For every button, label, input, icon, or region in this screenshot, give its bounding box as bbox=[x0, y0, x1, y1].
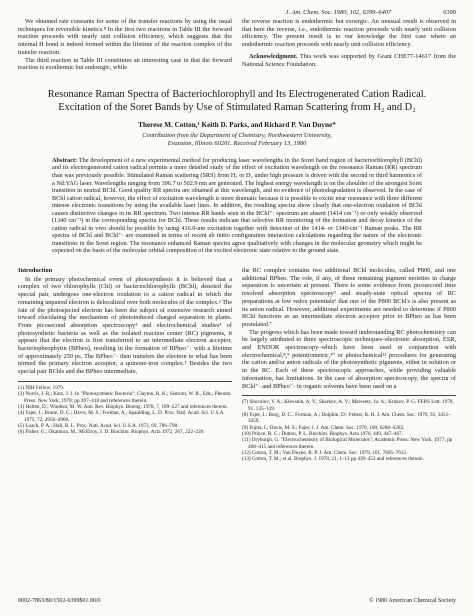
paragraph: In the primary photochemical event of photosynthesis it is believed that a complex of two chlorophylls (Chl) or bacteriochlorophylls (BChl), denoted the special pair, undergoes one-electron oxidation to a cation radical in which the remaining unpaired electron is delocalized over both molecules of the complex.² The fate of the photoejected electron has been the subject of extensive research aimed toward elucidating the mechanism of photoinduced charged separation in plants. From picosecond absorption spectroscopy³ and electrochemical studies⁴ of photosynthetic bacteria as well as the isolated reaction center (RC) pigments, it appears that the electron is first transferred to an intermediate electron acceptor, bacteriopheophytin (BPheo), resulting in the formation of BPheo⁻· with a lifetime of approximately 250 ps. The BPheo⁻· then transfers the electron to what has been termed the primary electron acceptor, a quinone-iron complex.⁵ Besides the two special pair BChls and the BPheo intermediate, bbox=[18, 275, 232, 376]
section-heading-introduction: Introduction bbox=[18, 267, 53, 275]
affiliation-line: Evanston, Illinois 60201. Received February 13, 1980 bbox=[167, 139, 307, 147]
running-header bbox=[18, 6, 456, 18]
acknowledgment bbox=[242, 53, 456, 68]
footnote: (6) Fisher, G.; Okamura, M.; McElroy, J. D. Biochim. Biophys. Acta 1972, 267, 222–226. bbox=[18, 429, 205, 436]
abstract bbox=[52, 157, 422, 255]
footnote: (7) Shuvalov, V. A.; Klevanik, A. V.; Sharkov, A. V.; Matveetz, Ju. A.; Krukov, P. G. FEBS Lett. 1978, 91, 135–139. bbox=[242, 399, 454, 412]
acknowledgment-label: Acknowledgment. bbox=[249, 52, 298, 60]
page-footer bbox=[18, 598, 456, 604]
acknowledgment-text: This work was supported by Grant CHE77-14617 from the National Science Foundation. bbox=[242, 52, 456, 68]
article-title: Resonance Raman Spectra of Bacteriochlorophyll and Its Electrogenerated Cation Radical. Excitation of the Soret Bands by Use of Stimulated Raman Scattering from H₂ and D₂ bbox=[47, 88, 427, 113]
footnotes-right bbox=[242, 395, 456, 462]
footnote: (8) Fajer, J.; Borg, D. C.; Forman, A.; Dolphin, D.; Felton, R. H. J. Am. Chem. Soc. 1970, 92, 3451–3459. bbox=[242, 411, 451, 425]
footnote: (10) Prince, R. C.; Dutton, P. L. Biochim. Biophys. Acta 1976, 449, 447–467. bbox=[242, 431, 403, 437]
top-columns bbox=[18, 18, 456, 72]
footnote: (3) Holten, D.; Windsor, M. W. Ann. Rev. Biophys. Bioeng. 1978, 7, 189–227 and references therein. bbox=[18, 403, 228, 410]
body-columns bbox=[18, 267, 456, 463]
footnote: (9) Fujita, I.; Davis, M. S.; Fajer, J. J. Am. Chem. Soc. 1978, 100, 6280–6282. bbox=[242, 424, 405, 431]
affiliation bbox=[18, 132, 456, 148]
footnote: (5) Loach, P. A.; Hall, R. L. Proc. Natl. Acad. Sci. U.S.A. 1972, 69, 786–790. bbox=[18, 422, 179, 429]
footnote: (12) Cotton, T. M.; Van Duyne, R. P. J. Am. Chem. Soc. 1979, 101, 7605–7612. bbox=[242, 450, 408, 457]
footnotes-left bbox=[18, 381, 232, 436]
footnote: (4) Fajer, J.; Brune, D. C.; Davis, M. S.; Forman, A.; Spaulding, L. D. Proc. Natl. Acad. Sci. U.S.A. 1975, 72, 4956–4960. bbox=[18, 410, 225, 423]
footnote: (11) Dryburgh, G. "Electrochemistry of Biological Molecules"; Academic Press: New York, 1977; pp 408–415 and references therein. bbox=[242, 437, 453, 450]
article-header bbox=[18, 88, 456, 148]
footnote: (13) Cotton, T. M.; et al. Biophys. J. 1978, 21, 1–12 pp 439–453 and references therein. bbox=[242, 456, 424, 463]
body-right-column bbox=[242, 267, 456, 463]
journal-citation: J. Am. Chem. Soc. 1980, 102, 6399–6407 bbox=[285, 8, 392, 16]
paragraph: the RC complex contains two additional BChl molecules, called P800, and one additional BPheo. The role, if any, of these remaining pigment moieties in charge separation is uncertain at present. There is some evidence from picosecond time resolved absorption spectroscopy³ and steady-state optical spectra of RC preparations at low redox potentials⁶ that one of the P800 BChl's is also present as its anion radical. However, additional experiments are needed to determine if P800 BChl functions as an intermediate electron acceptor prior to BPheo as has been postulated.⁷ bbox=[242, 267, 456, 328]
article-code: 0002-7863/80/1502-6399$01.00/0 bbox=[18, 598, 101, 604]
paragraph: the reverse reaction is endothermic but exoergic. An unusual result is observed in that here the reverse, i.e., endothermic reaction proceeds with nearly unit collision efficiency. The present result is to our knowledge the first case where an endothermic reaction proceeds with nearly unit collision efficiency. bbox=[242, 18, 456, 49]
footnote: (1) NIH Fellow, 1979. bbox=[18, 384, 65, 391]
copyright-notice: © 1980 American Chemical Society bbox=[369, 598, 456, 604]
affiliation-line: Contribution from the Department of Chemistry, Northwestern University, bbox=[142, 131, 332, 139]
article-authors: Therese M. Cotton,¹ Keith D. Parks, and Richard P. Van Duyne* bbox=[138, 120, 336, 129]
page-number: 6399 bbox=[443, 8, 456, 16]
paragraph: The third reaction in Table III constitutes an interesting case in that the forward reaction is exothermic but endoergic, while bbox=[18, 56, 232, 72]
top-left-column bbox=[18, 18, 232, 72]
body-left-column bbox=[18, 267, 232, 463]
paragraph: The progress which has been made toward understanding RC photochemistry can be largely attributed to three spectroscopic techniques–electronic absorption, ESR, and ENDOR spectroscopy–which have been used in conjunction with electrochemical,⁸,⁹ potentiometric,¹⁰ or photochemical¹¹ procedures for generating the cation and/or anion radicals of the photosynthetic pigments, either in solution or in the RC. Each of these spectroscopic approaches, while providing valuable information, has limitations. In the case of absorption spectroscopy, the spectra of BChl⁺· and BPheo⁻· in organic solvents have been used on a bbox=[242, 328, 456, 390]
top-right-column bbox=[242, 18, 456, 72]
abstract-text: The development of a new experimental method for producing laser wavelengths in the Soret band region of bacteriochlorophyll (BChl) and its electrogenerated cation radical permits a more detailed study of the effect of excitation wavelength on the resonance Raman (RR) spectrum than was previously possible. Stimulated Raman scattering (SRS) from H₂ or D₂ under high pressure is driven with the second or third harmonics of a Nd:YAG laser. Wavelengths ranging from 396.7 to 502.9 nm are generated. The highest energy wavelength is on the shoulder of the strongest Soret transition in neutral BChl. Good quality RR spectra are obtained at this wavelength, and no evidence of photodegradation is observed. In the case of BChl cation radical, however, the effect of excitation wavelength is more dramatic because it is possible to excite near resonance with three different intense electronic transitions by using the available laser lines. In addition, the resulting spectra show clearly that one-electron oxidation of BChl causes distinctive changes in its RR spectrum. Two intense RR bands seen in the BChl⁺· spectrum are absent (1414 cm⁻¹) or only weakly observed (1340 cm⁻¹) in the corresponding spectra for BChl. These results indicate that selective RR monitoring of the formation and decay kinetics of the cation radical in vivo should be possible by using 416.0-nm excitation together with detection of the 1414- or 1340-cm⁻¹ Raman peaks. The RR spectra of BChl and BChl⁺· are examined in terms of recent ab initio configuration interaction calculations regarding the nature of the electronic transitions in the Soret region. The resonance enhanced Raman spectra agree qualitatively with changes in the molecular geometry which might be expected on the basis of the molecular orbital composition of the excited electronic state relative to the ground state. bbox=[52, 156, 422, 255]
abstract-label: Abstract: bbox=[52, 156, 78, 164]
paragraph: We obtained rate constants for some of the transfer reactions by using the usual techniques for reversible kinetics.⁸ In the first two reactions in Table III the forward reaction proceeds with nearly unit collision efficiency, which suggests that the internal H bond is indeed formed within the lifetime of the reaction complex of the transfer reaction. bbox=[18, 18, 232, 56]
footnote: (2) Norris, J. R.; Katz, J. J. In "Photosynthetic Bacteria"; Clayton, R. K.; Sistrom, W. R., Eds.; Plenum Press: New York, 1978; pp 397–418 and references therein. bbox=[18, 391, 231, 404]
